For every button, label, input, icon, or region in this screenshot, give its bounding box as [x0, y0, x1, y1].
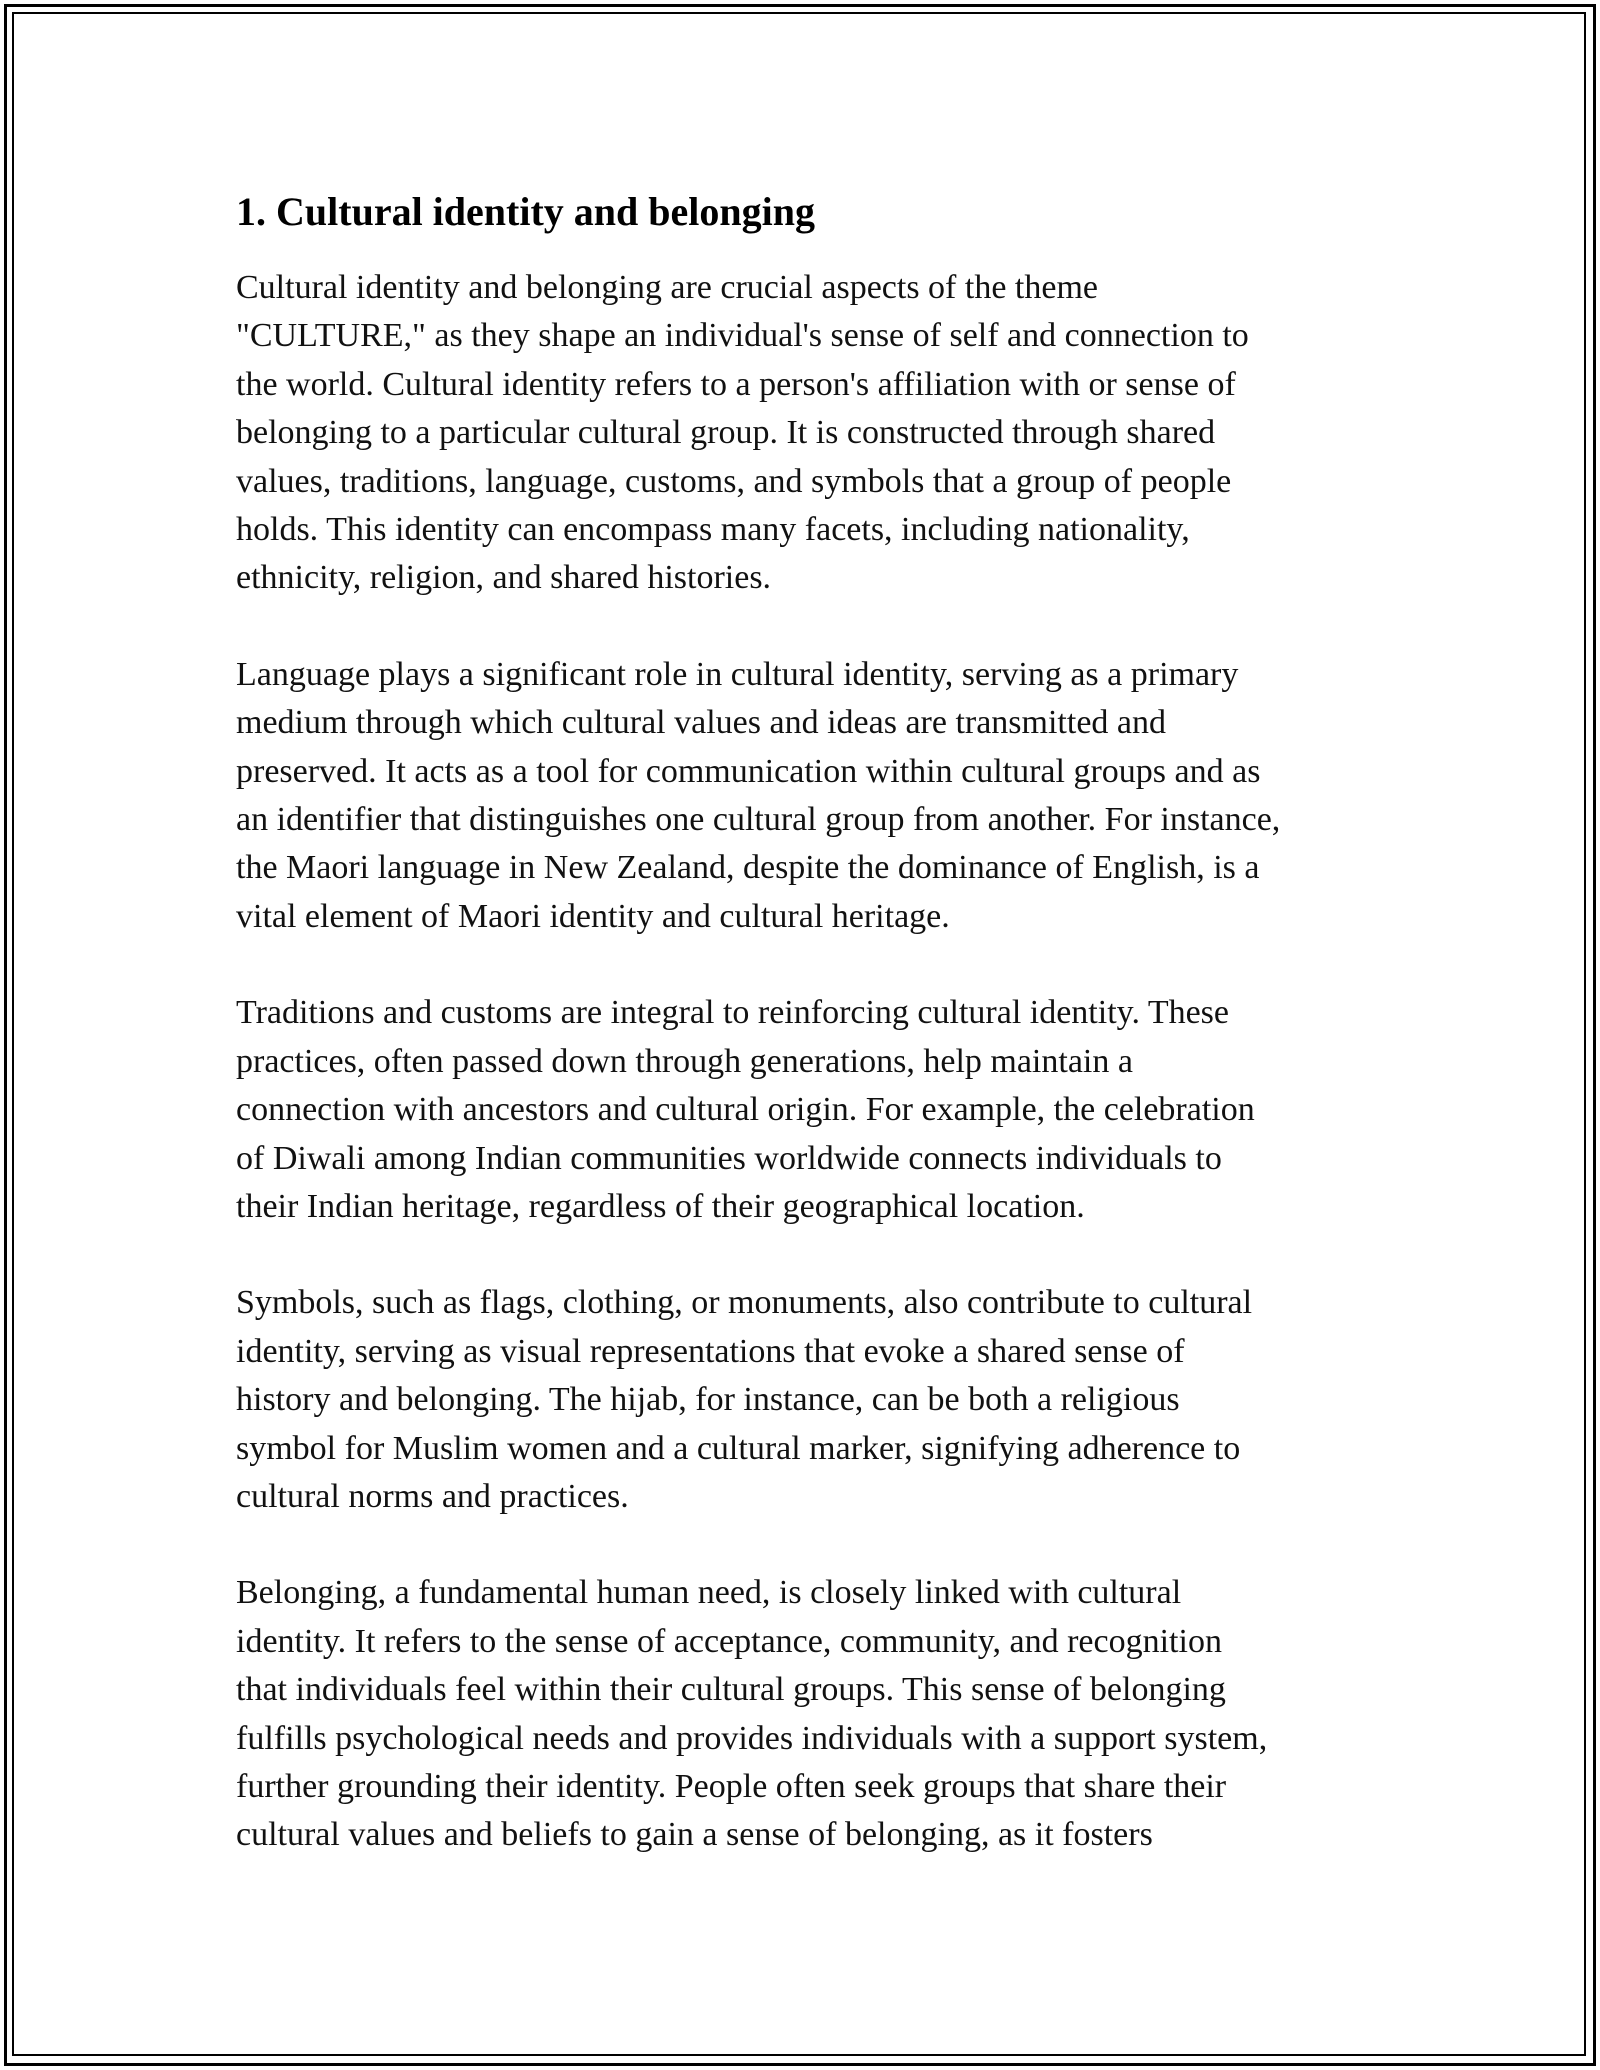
paragraph-cultural-identity [236, 264, 1386, 603]
text-line: ethnicity, religion, and shared histories. [236, 559, 772, 597]
text-line: medium through which cultural values and ideas are transmitted and [236, 704, 1167, 742]
text-line: practices, often passed down through generations, help maintain a [236, 1042, 1133, 1080]
text-line: symbol for Muslim women and a cultural marker, signifying adherence to [236, 1429, 1241, 1467]
paragraph-language [236, 651, 1386, 941]
text-line: values, traditions, language, customs, and symbols that a group of people [236, 462, 1232, 500]
paragraph-symbols [236, 1279, 1386, 1521]
text-line: cultural norms and practices. [236, 1477, 629, 1515]
text-line: Belonging, a fundamental human need, is closely linked with cultural [236, 1574, 1182, 1612]
text-line: cultural values and beliefs to gain a sense of belonging, as it fosters [236, 1816, 1153, 1854]
text-line: Traditions and customs are integral to reinforcing cultural identity. These [236, 994, 1230, 1032]
text-line: Symbols, such as flags, clothing, or monuments, also contribute to cultural [236, 1284, 1253, 1322]
text-line: an identifier that distinguishes one cultural group from another. For instance, [236, 801, 1281, 839]
text-line: preserved. It acts as a tool for communication within cultural groups and as [236, 752, 1261, 790]
document-body [236, 186, 1386, 1908]
text-line: their Indian heritage, regardless of their geographical location. [236, 1187, 1085, 1225]
text-line: that individuals feel within their cultural groups. This sense of belonging [236, 1671, 1226, 1709]
text-line: of Diwali among Indian communities worldwide connects individuals to [236, 1139, 1222, 1177]
text-line: the world. Cultural identity refers to a person's affiliation with or sense of [236, 365, 1236, 403]
text-line: further grounding their identity. People often seek groups that share their [236, 1767, 1227, 1805]
text-line: vital element of Maori identity and cultural heritage. [236, 897, 950, 935]
text-line: identity, serving as visual representations that evoke a shared sense of [236, 1332, 1185, 1370]
text-line: identity. It refers to the sense of acceptance, community, and recognition [236, 1622, 1222, 1660]
paragraph-traditions [236, 989, 1386, 1231]
text-line: holds. This identity can encompass many facets, including nationality, [236, 511, 1190, 549]
section-heading: 1. Cultural identity and belonging [236, 189, 816, 234]
text-line: belonging to a particular cultural group. It is constructed through shared [236, 414, 1216, 452]
text-line: connection with ancestors and cultural origin. For example, the celebration [236, 1091, 1255, 1129]
text-line: history and belonging. The hijab, for instance, can be both a religious [236, 1381, 1180, 1419]
text-line: Language plays a significant role in cultural identity, serving as a primary [236, 655, 1239, 693]
paragraph-belonging [236, 1569, 1386, 1859]
text-line: fulfills psychological needs and provides individuals with a support system, [236, 1719, 1268, 1757]
text-line: "CULTURE," as they shape an individual's sense of self and connection to [236, 317, 1249, 355]
text-line: Cultural identity and belonging are crucial aspects of the theme [236, 269, 1098, 306]
text-line: the Maori language in New Zealand, despite the dominance of English, is a [236, 849, 1260, 887]
